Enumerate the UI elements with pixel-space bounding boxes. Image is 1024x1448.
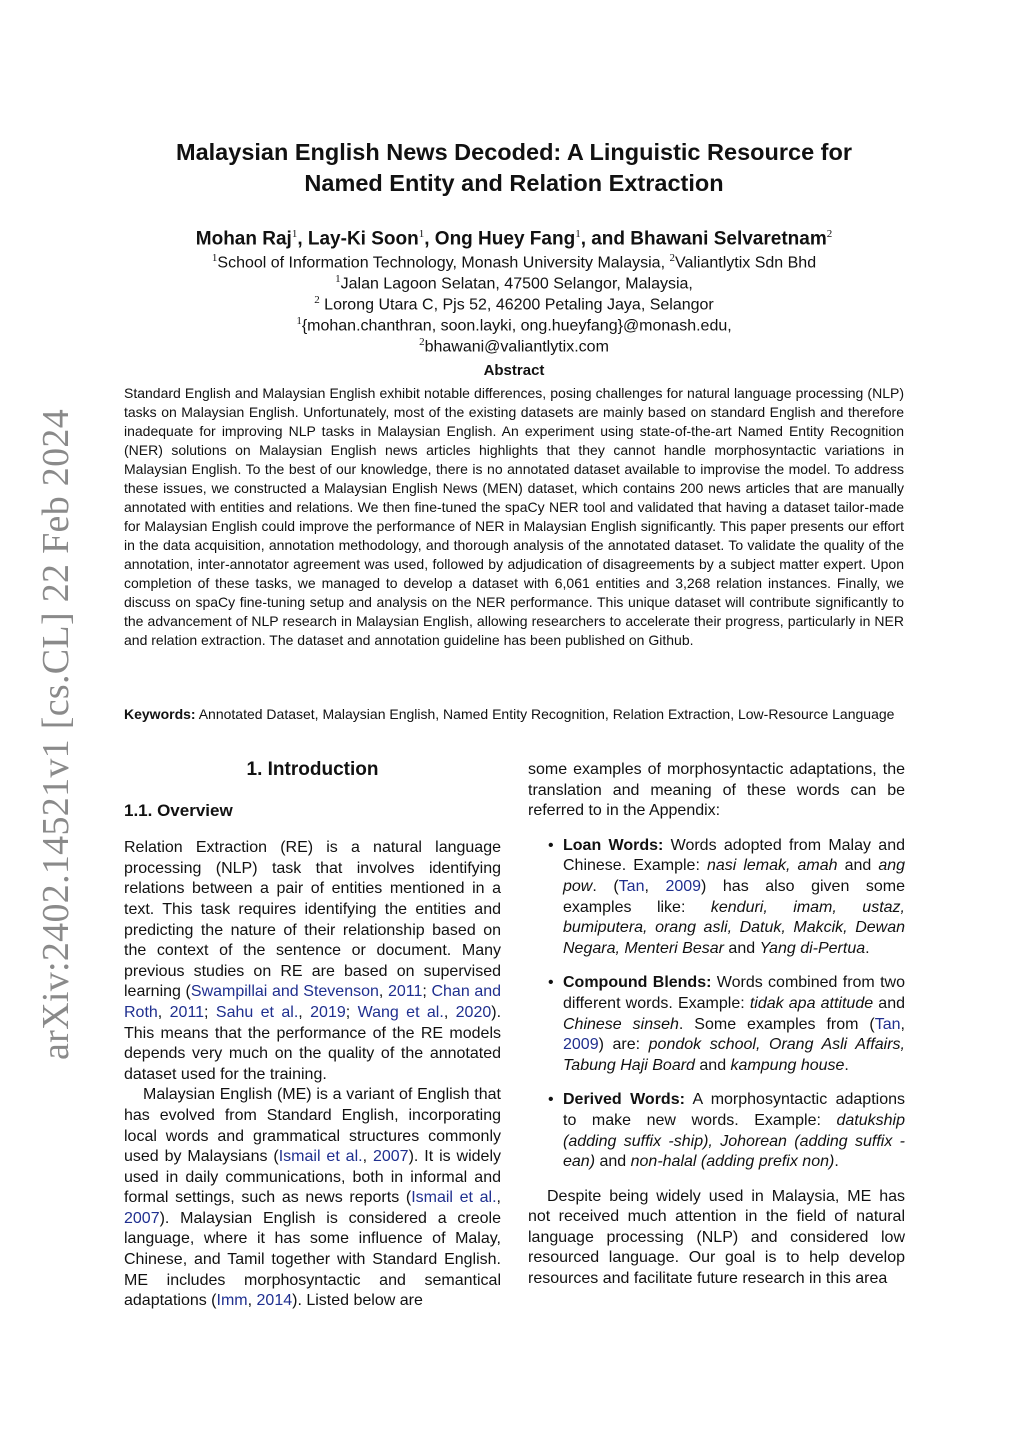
text: , xyxy=(644,877,666,895)
affil-marker: 1 xyxy=(211,252,218,264)
list-item-loan-words xyxy=(528,836,905,960)
affil-email: bhawani@valiantlytix.com xyxy=(424,338,609,356)
text: ). Listed below are xyxy=(292,1292,423,1310)
text: , xyxy=(298,1003,311,1021)
right-paragraph-conclusion: Despite being widely used in Malaysia, ME has not received much attention in the field of natural language processing (NLP) and considered low resourced language. Our goal is to help develop resources and facilitate future research in this area xyxy=(528,1187,905,1288)
term: Derived Words: xyxy=(563,1091,685,1109)
example: Yang di-Pertua xyxy=(759,939,866,957)
intro-paragraph-1 xyxy=(124,838,501,1085)
citation-link[interactable]: Chan and Roth xyxy=(124,983,502,1021)
keywords xyxy=(124,705,904,724)
citation-year-link[interactable]: 2019 xyxy=(310,1003,346,1021)
citation-link[interactable]: Ismail et al. xyxy=(278,1148,363,1166)
text: and xyxy=(694,1056,731,1074)
title-line-1: Malaysian English News Decoded: A Linguistic Resource for xyxy=(176,139,852,165)
paper-title xyxy=(124,137,904,199)
text: , xyxy=(900,1015,905,1033)
example: non-halal (adding prefix non) xyxy=(630,1153,835,1171)
abstract-body: Standard English and Malaysian English exhibit notable differences, posing challenges for natural language processing (NLP) tasks on Malaysian English. Unfortunately, most of the existing datasets are mainly based on standard English and therefore inadequate for improving NLP tasks in Malaysian English. An experiment using state-of-the-art Named Entity Recognition (NER) solutions on Malaysian English news articles highlights that they cannot handle morphosyntactic variations in Malaysian English. To the best of our knowledge, there is no annotated dataset available to improvise the model. To address these issues, we constructed a Malaysian English News (MEN) dataset, which contains 200 news articles that are manually annotated with entities and relations. We then fine-tuned the spaCy NER tool and validated that having a dataset tailor-made for Malaysian English could improve the performance of NER in Malaysian English significantly. This paper presents our effort in the data acquisition, annotation methodology, and thorough analysis of the annotated dataset. To validate the quality of the annotation, inter-annotator agreement was used, followed by adjudication of disagreements by a subject matter expert. Upon completion of these tasks, we managed to develop a dataset with 6,061 entities and 3,268 relation instances. Finally, we discuss on spaCy fine-tuning setup and analysis on the NER performance. This unique dataset will contribute significantly to the advancement of NLP research in Malaysian English, allowing researchers to accelerate their progress, particularly in NER and relation extraction. The dataset and annotation guideline has been published on Github. xyxy=(124,385,904,648)
affil-text: Lorong Utara C, Pjs 52, 46200 Petaling Jaya, Selangor xyxy=(319,296,714,314)
example: tidak apa attitude xyxy=(749,994,874,1012)
text: ). It is widely used in daily communications, both in informal and formal settings, such as news reports ( xyxy=(124,1148,502,1207)
text: ; xyxy=(345,1003,358,1021)
text: Malaysian English (ME) is a variant of English that has evolved from Standard English, incorporating local words and grammatical structures commonly used by Malaysians ( xyxy=(124,1086,501,1166)
text: , xyxy=(496,1189,501,1207)
affil-text: Valiantlytix Sdn Bhd xyxy=(674,254,817,272)
arxiv-identifier-stamp: arXiv:2402.14521v1 [cs.CL] 22 Feb 2024 xyxy=(35,409,77,1060)
example: datukship (adding suffix -ship), Johorean (adding suffix -ean) xyxy=(563,1111,905,1171)
author-1-affil: 1 xyxy=(291,228,298,240)
text: ; xyxy=(204,1003,216,1021)
text: , xyxy=(378,983,388,1001)
text: . xyxy=(844,1056,849,1074)
author-list xyxy=(124,228,904,250)
text: ) has also given some examples like: xyxy=(563,877,906,916)
author-4-affil: 2 xyxy=(826,228,833,240)
author-1: Mohan Raj xyxy=(195,228,292,250)
text: and xyxy=(873,994,905,1012)
citation-link[interactable]: Wang et al. xyxy=(357,1003,444,1021)
adaptation-list xyxy=(528,836,905,1173)
title-line-2: Named Entity and Relation Extraction xyxy=(304,170,724,196)
keywords-label: Keywords: xyxy=(124,706,196,722)
citation-year-link[interactable]: 2007 xyxy=(372,1148,409,1166)
citation-year-link[interactable]: 2011 xyxy=(387,983,423,1001)
affil-text: School of Information Technology, Monash University Malaysia, xyxy=(217,254,670,272)
bullet-icon: • xyxy=(548,974,554,992)
abstract-heading: Abstract xyxy=(483,362,545,379)
text: . xyxy=(865,939,870,957)
text: ; xyxy=(422,983,432,1001)
right-column xyxy=(528,760,905,1290)
term: Compound Blends: xyxy=(563,974,712,992)
text: , xyxy=(362,1148,373,1166)
list-item-compound-blends xyxy=(528,973,905,1076)
bullet-icon: • xyxy=(548,1091,554,1109)
list-item-derived-words xyxy=(528,1090,905,1172)
affiliation-line-2 xyxy=(124,273,904,293)
example: Chinese sinseh xyxy=(563,1015,679,1033)
text: , xyxy=(247,1292,257,1310)
subsection-heading-overview: 1.1. Overview xyxy=(124,800,233,820)
citation-link[interactable]: Swampillai and Stevenson xyxy=(190,983,379,1001)
author-2: , Lay-Ki Soon xyxy=(297,228,419,250)
citation-year-link[interactable]: 2020 xyxy=(455,1003,492,1021)
text: . xyxy=(834,1153,839,1171)
keywords-list: Annotated Dataset, Malaysian English, Named Entity Recognition, Relation Extraction, Low-Resource Language xyxy=(195,706,895,722)
text: ) are: xyxy=(598,1036,649,1054)
citation-link[interactable]: Imm xyxy=(216,1292,248,1310)
text: and xyxy=(723,939,760,957)
text: and xyxy=(595,1153,631,1171)
author-3-affil: 1 xyxy=(575,228,581,240)
text: . ( xyxy=(592,877,619,895)
affil-marker: 2 xyxy=(419,336,425,348)
affiliation-line-5 xyxy=(124,336,904,356)
text: ). This means that the performance of the RE models depends very much on the quality of the annotated dataset used for the training. xyxy=(124,1003,502,1083)
text: and xyxy=(837,857,879,875)
citation-link[interactable]: Tan xyxy=(874,1015,901,1033)
text: Relation Extraction (RE) is a natural language processing (NLP) task that involves identifying relations between a pair of entities mentioned in a text. This task requires identifying the entities and predicting the nature of their relationship based on the context of the sentence or document. Many previous studies on RE are based on supervised learning ( xyxy=(124,839,501,1001)
text: Words adopted from Malay and Chinese. Example: xyxy=(563,836,906,875)
text: A morphosyntactic adaptions to make new words. Example: xyxy=(563,1091,906,1129)
text: , xyxy=(443,1003,456,1021)
example: kenduri, imam, ustaz, bumiputera, orang asli, Datuk, Makcik, Dewan Negara, Menteri Besar xyxy=(563,898,905,957)
example: nasi lemak, amah xyxy=(706,857,838,875)
text: . Some examples from ( xyxy=(678,1015,875,1033)
affil-marker: 2 xyxy=(669,252,675,264)
text: Words combined from two different words. Example: xyxy=(563,974,905,1012)
affil-text: Jalan Lagoon Selatan, 47500 Selangor, Malaysia, xyxy=(340,275,693,293)
left-column xyxy=(124,760,501,1312)
affiliation-line-4 xyxy=(124,315,904,335)
section-heading-introduction: 1. Introduction xyxy=(246,759,379,780)
citation-link[interactable]: Ismail et al. xyxy=(411,1189,497,1207)
citation-year-link[interactable]: 2011 xyxy=(169,1003,205,1021)
citation-year-link[interactable]: 2009 xyxy=(563,1036,599,1054)
example: kampung house xyxy=(730,1056,845,1074)
intro-paragraph-2 xyxy=(124,1085,501,1312)
term: Loan Words: xyxy=(563,836,664,854)
bullet-icon: • xyxy=(548,836,554,854)
citation-year-link[interactable]: 2009 xyxy=(665,877,702,895)
text: ). Malaysian English is considered a creole language, where it has some influence of Malay, Chinese, and Tamil together with Standard English. ME includes morphosyntactic and semantical adaptations ( xyxy=(124,1209,501,1310)
author-2-affil: 1 xyxy=(418,228,425,240)
affiliation-line-1 xyxy=(124,252,904,272)
affil-email: {mohan.chanthran, soon.layki, ong.hueyfang}@monash.edu, xyxy=(301,317,732,335)
citation-year-link[interactable]: 2007 xyxy=(124,1209,160,1227)
affil-marker: 1 xyxy=(296,315,302,327)
affil-marker: 2 xyxy=(314,294,320,306)
example: ang pow xyxy=(563,857,906,895)
example: pondok school, Orang Asli Affairs, Tabung Haji Board xyxy=(563,1036,905,1074)
text: , xyxy=(157,1003,170,1021)
author-3: , Ong Huey Fang xyxy=(424,228,576,250)
affil-marker: 1 xyxy=(335,273,341,285)
citation-link[interactable]: Tan xyxy=(618,877,645,895)
citation-link[interactable]: Sahu et al. xyxy=(215,1003,299,1021)
citation-year-link[interactable]: 2014 xyxy=(256,1292,293,1310)
right-paragraph-intro: some examples of morphosyntactic adaptations, the translation and meaning of these words can be referred to in the Appendix: xyxy=(528,761,905,820)
affiliation-line-3 xyxy=(124,294,904,314)
author-4: , and Bhawani Selvaretnam xyxy=(580,228,827,250)
